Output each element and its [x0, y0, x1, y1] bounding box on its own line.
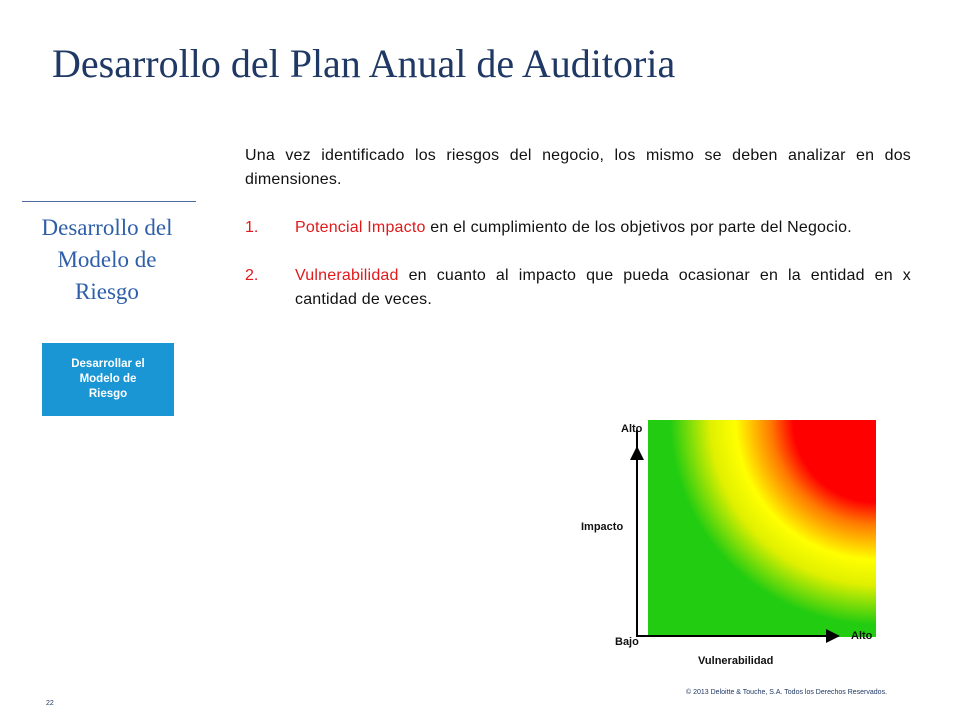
body-text — [245, 144, 911, 312]
sidebar-heading: Desarrollo del Modelo de Riesgo — [41, 215, 173, 304]
y-axis-label: Impacto — [581, 521, 624, 533]
y-axis-arrow-icon — [630, 446, 644, 460]
list-item — [245, 264, 911, 312]
intro-paragraph: Una vez identificado los riesgos del negocio, los mismo se deben analizar en dos dimensiones. — [245, 147, 911, 188]
x-axis-line — [636, 635, 830, 637]
list-highlight: Potencial Impacto — [295, 219, 426, 236]
list-rest: en el cumplimiento de los objetivos por parte del Negocio. — [425, 219, 852, 236]
list-text — [295, 264, 911, 312]
sidebar-divider — [22, 201, 196, 202]
copyright-notice: © 2013 Deloitte & Touche, S.A. Todos los Derechos Reservados. — [686, 689, 888, 696]
list-highlight: Vulnerabilidad — [295, 267, 399, 284]
y-axis-line — [636, 430, 638, 636]
origin-label: Bajo — [615, 636, 639, 648]
list-text — [295, 216, 911, 240]
x-axis-label: Vulnerabilidad — [698, 655, 774, 667]
list-number: 2. — [245, 267, 259, 284]
page-title: Desarrollo del Plan Anual de Auditoria — [52, 41, 676, 86]
x-right-label: Alto — [851, 630, 873, 642]
page-number: 22 — [46, 700, 54, 707]
step-box-label: Desarrollar el Modelo de Riesgo — [71, 358, 145, 400]
list-number: 1. — [245, 219, 259, 236]
x-axis-arrow-icon — [826, 629, 840, 643]
risk-heatmap — [648, 420, 876, 637]
list-item — [245, 216, 911, 240]
y-top-label: Alto — [621, 423, 643, 435]
step-box — [42, 343, 174, 416]
list-rest: en cuanto al impacto que pueda ocasionar en la entidad en x cantidad de veces. — [295, 267, 911, 308]
